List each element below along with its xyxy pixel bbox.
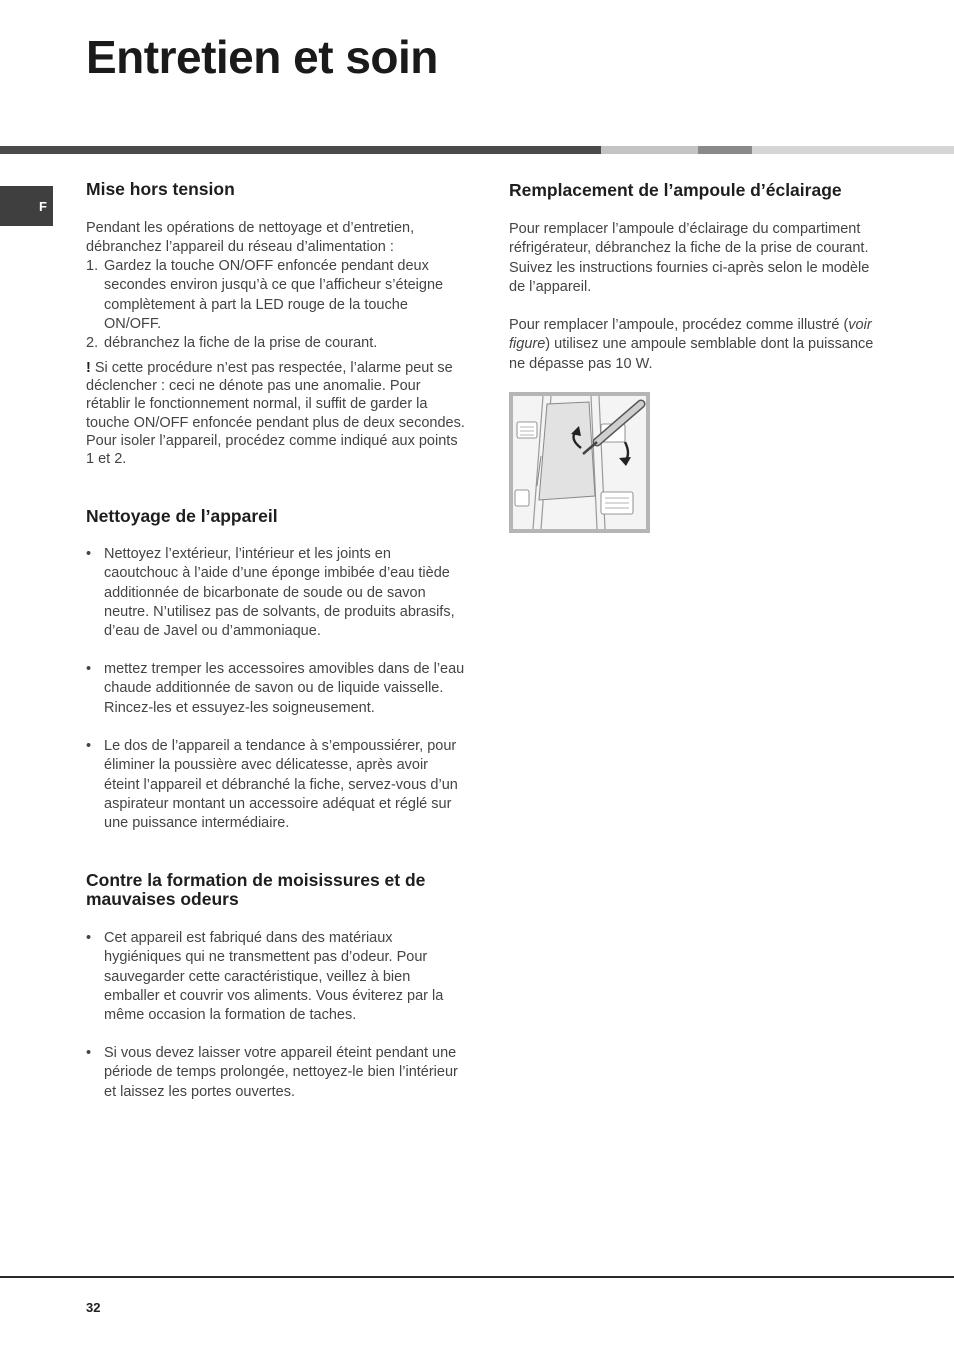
- warning-icon: !: [86, 360, 91, 376]
- bullet-icon: •: [86, 1045, 92, 1061]
- header-bar-dark: [0, 146, 601, 154]
- list-item: [86, 334, 466, 353]
- heading-ampoule: Remplacement de l’ampoule d’éclairage: [509, 180, 842, 200]
- list-item: [86, 545, 466, 641]
- footer-rule: [0, 1276, 954, 1278]
- list-item: [86, 257, 466, 334]
- language-tab: F: [0, 186, 53, 226]
- bullet-icon: •: [86, 930, 92, 946]
- list-item: [86, 1044, 466, 1102]
- list-item-text: Nettoyez l’extérieur, l’intérieur et les joints en caoutchouc à l’aide d’une éponge imbibée d’eau tiède additionnée de bicarbonate de soude ou de savon neutre. N’utilisez pas de solvants, de produits abrasifs, d’eau de Javel ou d’ammoniaque.: [104, 546, 455, 640]
- list-item-text: mettez tremper les accessoires amovibles dans de l’eau chaude additionnée de savon ou de liquide vaisselle. Rincez-les et essuyez-les soigneusement.: [104, 661, 465, 716]
- list-item: [86, 660, 466, 718]
- list-item: [86, 737, 466, 833]
- fridge-light-illustration: [513, 396, 646, 529]
- header-bar-mid: [698, 146, 752, 154]
- step-marker: 1.: [86, 258, 99, 274]
- header-bar-light: [601, 146, 698, 154]
- page-number: 32: [86, 1300, 101, 1315]
- mise-hors-tension-intro: Pendant les opérations de nettoyage et d’entretien, débranchez l’appareil du réseau d’alimentation :: [86, 220, 415, 256]
- bullet-icon: •: [86, 546, 92, 562]
- heading-mise-hors-tension: Mise hors tension: [86, 179, 235, 199]
- bullet-icon: •: [86, 738, 92, 754]
- ampoule-para-1: Pour remplacer l’ampoule d’éclairage du compartiment réfrigérateur, débranchez la fiche de la prise de courant. Suivez les instructions fournies ci-après selon le modèle de l’appareil.: [509, 221, 870, 295]
- heading-nettoyage: Nettoyage de l’appareil: [86, 506, 278, 526]
- heading-moisissures: Contre la formation de moisissures et de mauvaises odeurs: [86, 870, 426, 909]
- list-item-text: Cet appareil est fabriqué dans des matériaux hygiéniques qui ne transmettent pas d’odeur. Pour sauvegarder cette caractéristique, veillez à bien emballer et couvrir vos aliments. Vous éviterez par la même occasion la formation de taches.: [104, 930, 444, 1024]
- list-item-text: Si vous devez laisser votre appareil éteint pendant une période de temps prolongée, nettoyez-le bien l’intérieur et laissez les portes ouvertes.: [104, 1045, 458, 1100]
- warning-note: [86, 359, 466, 468]
- bullet-icon: •: [86, 661, 92, 677]
- step-text: débranchez la fiche de la prise de courant.: [104, 335, 378, 351]
- step-text: Gardez la touche ON/OFF enfoncée pendant deux secondes environ jusqu’à ce que l’afficheur s’éteigne complètement à part la LED rouge de la touche ON/OFF.: [104, 258, 444, 332]
- bulb-replacement-figure: [509, 392, 650, 533]
- warning-text: Si cette procédure n’est pas respectée, l’alarme peut se déclencher : ceci ne dénote pas une anomalie. Pour rétablir le fonctionnement normal, il suffit de garder la touche ON/OFF enfoncée pendant plus de deux secondes. Pour isoler l’appareil, procédez comme indiqué aux points 1 et 2.: [86, 360, 465, 468]
- step-marker: 2.: [86, 335, 99, 351]
- ampoule-para-2: Pour remplacer l’ampoule, procédez comme illustré (voir figure) utilisez une ampoule semblable dont la puissance ne dépasse pas 10 W.: [509, 317, 874, 372]
- header-bar-light-end: [752, 146, 954, 154]
- list-item-text: Le dos de l’appareil a tendance à s’empoussiérer, pour éliminer la poussière avec délicatesse, après avoir éteint l’appareil et débranché la fiche, servez-vous d’un aspirateur montant un accessoire adéquat et réglé sur une puissance intermédiaire.: [104, 738, 458, 832]
- list-item: [86, 929, 466, 1025]
- page-title: Entretien et soin: [86, 31, 438, 83]
